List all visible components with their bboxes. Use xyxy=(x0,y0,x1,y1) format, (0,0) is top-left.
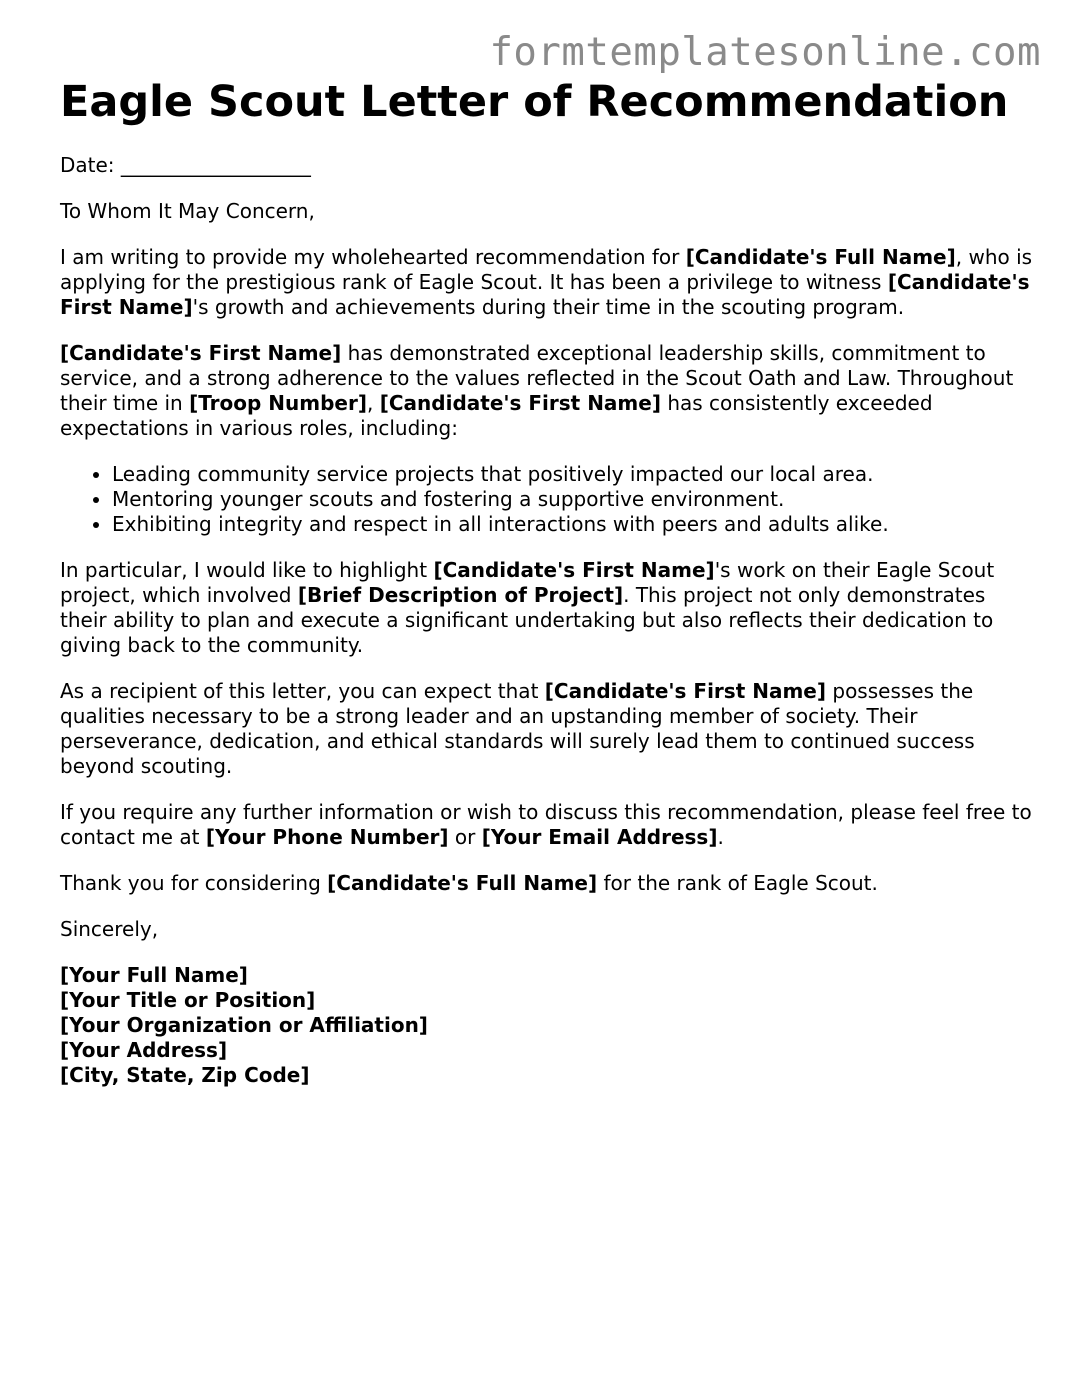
signature-city: [City, State, Zip Code] xyxy=(60,1063,310,1087)
paragraph-contact xyxy=(60,800,1035,850)
page-title: Eagle Scout Letter of Recommendation xyxy=(60,77,1009,127)
text: or xyxy=(448,825,482,849)
paragraph-project xyxy=(60,558,1035,658)
text: I am writing to provide my wholehearted recommendation for xyxy=(60,245,686,269)
text: . xyxy=(717,825,724,849)
placeholder-project-description: [Brief Description of Project] xyxy=(297,583,624,607)
list-item: • Mentoring younger scouts and fostering a supportive environment. xyxy=(112,487,1035,512)
letter-body xyxy=(60,153,1035,1088)
text: . This project not only demonstrates their ability to plan and execute a significant undertaking but also reflects their dedication to giving back to the community. xyxy=(60,583,994,657)
date-label: Date: xyxy=(60,153,121,177)
watermark: formtemplatesonline.com xyxy=(489,30,1041,75)
placeholder-candidate-full-name: [Candidate's Full Name] xyxy=(327,871,598,895)
text: for the rank of Eagle Scout. xyxy=(597,871,878,895)
salutation: To Whom It May Concern, xyxy=(60,199,315,223)
text: , xyxy=(367,391,380,415)
placeholder-candidate-first-name: [Candidate's First Name] xyxy=(379,391,661,415)
text: has consistently exceeded expectations in various roles, including: xyxy=(60,391,933,440)
placeholder-candidate-full-name: [Candidate's Full Name] xyxy=(685,245,956,269)
placeholder-phone-number: [Your Phone Number] xyxy=(205,825,449,849)
placeholder-troop-number: [Troop Number] xyxy=(189,391,368,415)
text: If you require any further information or wish to discuss this recommendation, please feel free to contact me at xyxy=(60,800,1032,849)
placeholder-candidate-first-name: [Candidate's First Name] xyxy=(60,341,342,365)
text: As a recipient of this letter, you can expect that xyxy=(60,679,545,703)
text: 's work on their Eagle Scout project, which involved xyxy=(60,558,995,607)
date-line xyxy=(60,153,1035,178)
signature-organization: [Your Organization or Affiliation] xyxy=(60,1013,428,1037)
placeholder-email-address: [Your Email Address] xyxy=(481,825,718,849)
signature-title: [Your Title or Position] xyxy=(60,988,316,1012)
roles-list xyxy=(60,462,1035,537)
text: 's growth and achievements during their time in the scouting program. xyxy=(192,295,905,319)
text: Thank you for considering xyxy=(60,871,328,895)
signature-block xyxy=(60,963,1035,1088)
signature-address: [Your Address] xyxy=(60,1038,228,1062)
text: , who is applying for the prestigious rank of Eagle Scout. It has been a privilege to witness xyxy=(60,245,1033,294)
text: possesses the qualities necessary to be a strong leader and an upstanding member of society. Their perseverance, dedication, and ethical standards will surely lead them to continued success beyond scouting. xyxy=(60,679,975,778)
list-item: • Exhibiting integrity and respect in all interactions with peers and adults alike. xyxy=(112,512,1035,537)
placeholder-candidate-first-name: [Candidate's First Name] xyxy=(433,558,715,582)
list-item: • Leading community service projects that positively impacted our local area. xyxy=(112,462,1035,487)
paragraph-intro xyxy=(60,245,1035,320)
text: has demonstrated exceptional leadership skills, commitment to service, and a strong adherence to the values reflected in the Scout Oath and Law. Throughout their time in xyxy=(60,341,1014,415)
placeholder-candidate-first-name: [Candidate's First Name] xyxy=(544,679,827,703)
closing: Sincerely, xyxy=(60,917,159,941)
paragraph-qualities xyxy=(60,679,1035,779)
date-blank: ___________________ xyxy=(120,153,311,177)
paragraph-thanks xyxy=(60,871,1035,896)
paragraph-leadership xyxy=(60,341,1035,441)
text: In particular, I would like to highlight xyxy=(60,558,434,582)
letter-page xyxy=(60,76,1035,1088)
placeholder-candidate-first-name: [Candidate's First Name] xyxy=(60,270,1030,319)
signature-name: [Your Full Name] xyxy=(60,963,248,987)
